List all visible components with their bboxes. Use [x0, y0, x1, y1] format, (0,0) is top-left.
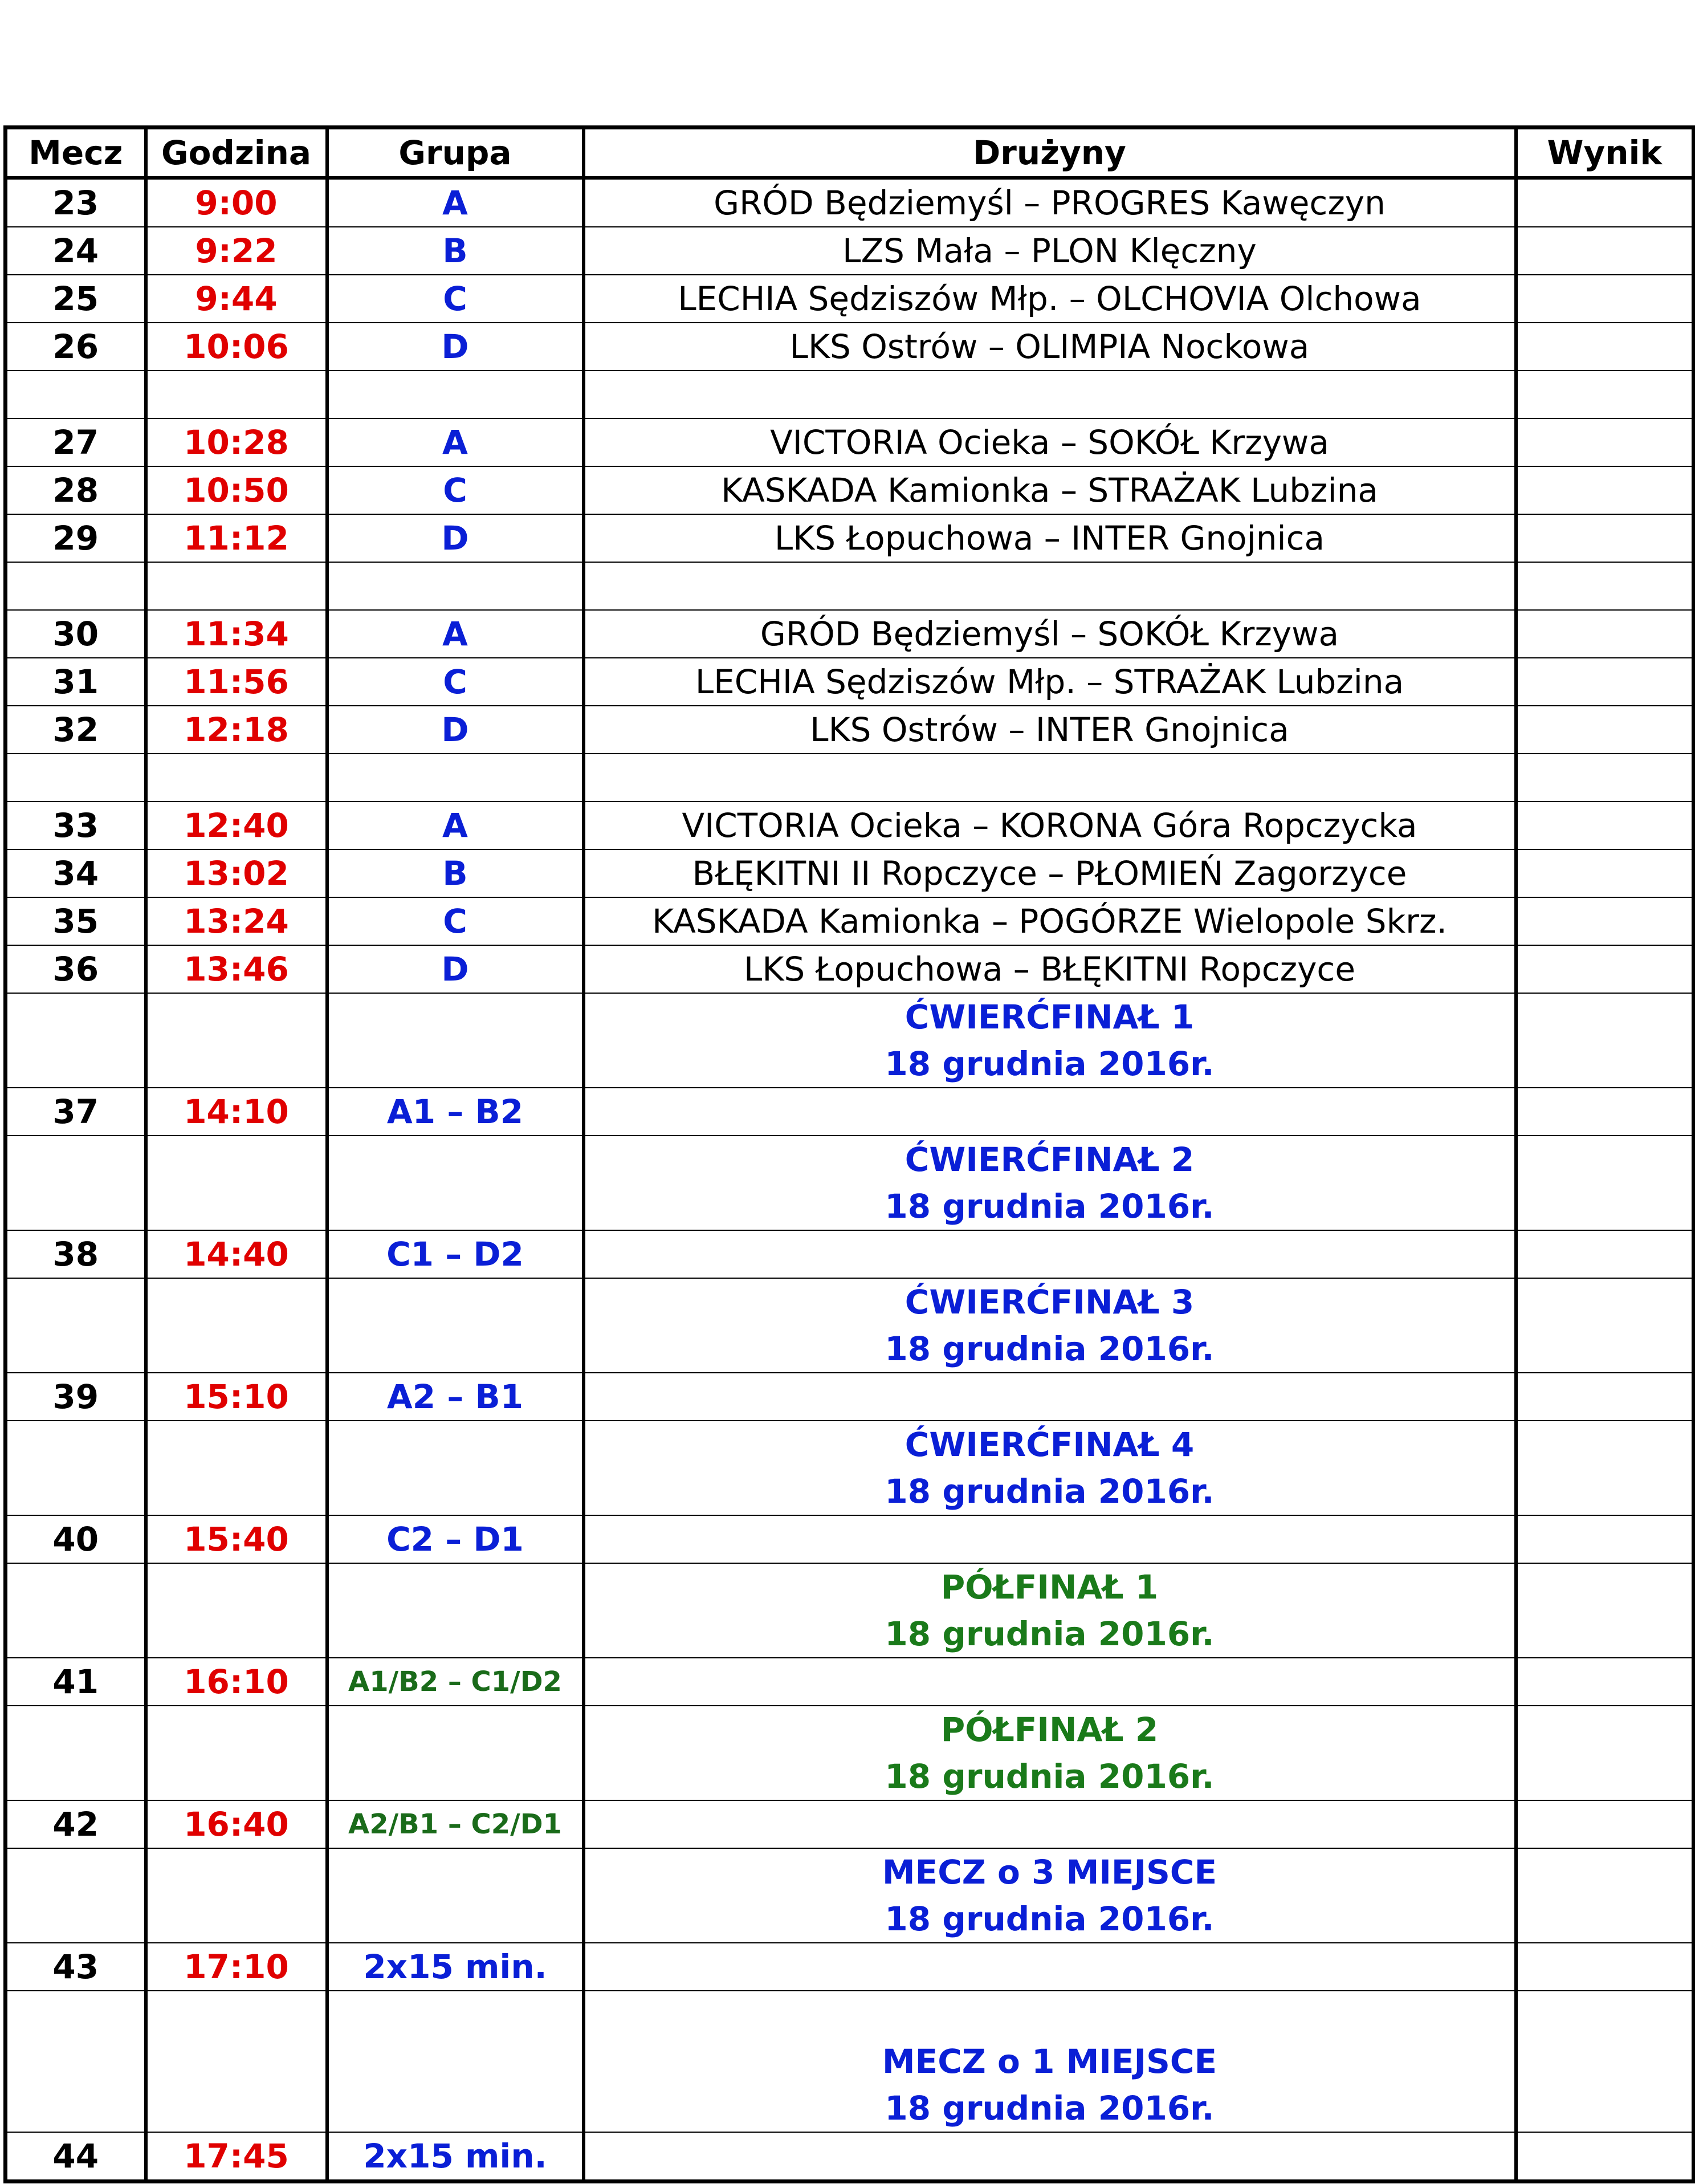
match-time [146, 562, 327, 610]
empty-cell [327, 1563, 584, 1658]
empty-cell [1516, 1136, 1694, 1230]
match-group: A2/B1 – C2/D1 [327, 1800, 584, 1848]
match-teams: LKS Ostrów – OLIMPIA Nockowa [584, 323, 1516, 371]
match-group: C2 – D1 [327, 1515, 584, 1563]
match-result [1516, 1230, 1694, 1278]
match-group: C [327, 275, 584, 323]
empty-cell [6, 1848, 146, 1943]
match-result [1516, 227, 1694, 275]
table-row [6, 1515, 1694, 1563]
match-teams: LKS Łopuchowa – INTER Gnojnica [584, 514, 1516, 562]
stage-header-row [6, 1278, 1694, 1373]
match-teams: GRÓD Będziemyśl – SOKÓŁ Krzywa [584, 610, 1516, 658]
match-time: 12:40 [146, 802, 327, 849]
match-time: 16:10 [146, 1658, 327, 1706]
empty-cell [146, 1563, 327, 1658]
table-row [6, 706, 1694, 754]
table-row [6, 1088, 1694, 1136]
stage-title: ĆWIERĆFINAŁ 3 [904, 1283, 1195, 1321]
match-group: 2x15 min. [327, 1943, 584, 1991]
stage-title-cell [584, 1278, 1516, 1373]
match-group: B [327, 227, 584, 275]
stage-date: 18 grudnia 2016r. [885, 1614, 1215, 1653]
match-teams: LKS Łopuchowa – BŁĘKITNI Ropczyce [584, 945, 1516, 993]
match-result [1516, 418, 1694, 466]
match-time: 9:00 [146, 178, 327, 227]
match-result [1516, 466, 1694, 514]
match-number: 29 [6, 514, 146, 562]
match-teams: VICTORIA Ocieka – SOKÓŁ Krzywa [584, 418, 1516, 466]
empty-cell [6, 1421, 146, 1515]
empty-cell [146, 1421, 327, 1515]
match-group: A1/B2 – C1/D2 [327, 1658, 584, 1706]
schedule-body [6, 178, 1694, 2182]
empty-cell [1516, 1706, 1694, 1800]
header-result: Wynik [1516, 128, 1694, 178]
match-teams [584, 2132, 1516, 2182]
match-time: 9:22 [146, 227, 327, 275]
match-teams: VICTORIA Ocieka – KORONA Góra Ropczycka [584, 802, 1516, 849]
match-number: 41 [6, 1658, 146, 1706]
header-match: Mecz [6, 128, 146, 178]
match-teams [584, 1515, 1516, 1563]
match-group: D [327, 514, 584, 562]
match-teams [584, 754, 1516, 802]
table-row [6, 1373, 1694, 1421]
empty-cell [327, 1421, 584, 1515]
match-teams [584, 1088, 1516, 1136]
stage-date: 18 grudnia 2016r. [885, 1187, 1215, 1226]
match-result [1516, 2132, 1694, 2182]
empty-cell [327, 993, 584, 1088]
match-result [1516, 371, 1694, 418]
match-group: C [327, 466, 584, 514]
empty-cell [327, 1136, 584, 1230]
match-number: 23 [6, 178, 146, 227]
match-teams: LKS Ostrów – INTER Gnojnica [584, 706, 1516, 754]
table-row [6, 1800, 1694, 1848]
match-time: 13:46 [146, 945, 327, 993]
match-teams [584, 1373, 1516, 1421]
stage-date: 18 grudnia 2016r. [885, 1900, 1215, 1938]
stage-header-row [6, 1848, 1694, 1943]
match-number [6, 562, 146, 610]
stage-date: 18 grudnia 2016r. [885, 1757, 1215, 1796]
stage-title-cell [584, 1848, 1516, 1943]
match-time: 14:10 [146, 1088, 327, 1136]
match-time: 13:02 [146, 849, 327, 897]
match-group: C1 – D2 [327, 1230, 584, 1278]
match-result [1516, 706, 1694, 754]
table-row [6, 227, 1694, 275]
match-number: 32 [6, 706, 146, 754]
match-group: D [327, 323, 584, 371]
match-time: 17:45 [146, 2132, 327, 2182]
table-row [6, 1230, 1694, 1278]
match-time: 10:06 [146, 323, 327, 371]
empty-cell [327, 1278, 584, 1373]
empty-cell [146, 1278, 327, 1373]
match-teams [584, 1230, 1516, 1278]
empty-cell [1516, 1563, 1694, 1658]
empty-cell [146, 1991, 327, 2132]
empty-cell [327, 1706, 584, 1800]
empty-cell [1516, 1278, 1694, 1373]
match-group: A [327, 802, 584, 849]
empty-cell [1516, 1848, 1694, 1943]
match-result [1516, 802, 1694, 849]
empty-cell [6, 1136, 146, 1230]
match-number [6, 371, 146, 418]
match-time [146, 371, 327, 418]
match-group: B [327, 849, 584, 897]
match-number: 39 [6, 1373, 146, 1421]
match-result [1516, 754, 1694, 802]
match-result [1516, 897, 1694, 945]
match-teams [584, 1943, 1516, 1991]
match-number: 40 [6, 1515, 146, 1563]
match-number: 30 [6, 610, 146, 658]
match-teams: LECHIA Sędziszów Młp. – OLCHOVIA Olchowa [584, 275, 1516, 323]
stage-title: PÓŁFINAŁ 1 [940, 1568, 1159, 1607]
table-row [6, 323, 1694, 371]
match-group: A2 – B1 [327, 1373, 584, 1421]
stage-title-cell [584, 993, 1516, 1088]
match-teams: LZS Mała – PLON Klęczny [584, 227, 1516, 275]
stage-title: MECZ o 1 MIEJSCE [882, 2042, 1217, 2081]
match-number: 33 [6, 802, 146, 849]
stage-title: ĆWIERĆFINAŁ 1 [904, 998, 1195, 1036]
stage-title: MECZ o 3 MIEJSCE [882, 1853, 1217, 1892]
match-teams: KASKADA Kamionka – POGÓRZE Wielopole Skrz. [584, 897, 1516, 945]
stage-header-row [6, 1136, 1694, 1230]
stage-title-cell [584, 1563, 1516, 1658]
table-row [6, 418, 1694, 466]
match-time [146, 754, 327, 802]
match-number: 44 [6, 2132, 146, 2182]
match-time: 15:40 [146, 1515, 327, 1563]
match-number: 25 [6, 275, 146, 323]
match-result [1516, 1373, 1694, 1421]
match-number: 42 [6, 1800, 146, 1848]
table-row [6, 658, 1694, 706]
empty-cell [146, 1706, 327, 1800]
empty-cell [1516, 1991, 1694, 2132]
match-group: A [327, 610, 584, 658]
match-number: 24 [6, 227, 146, 275]
match-teams [584, 1800, 1516, 1848]
stage-title-cell [584, 1706, 1516, 1800]
table-row [6, 514, 1694, 562]
table-row [6, 178, 1694, 227]
match-teams [584, 1658, 1516, 1706]
match-number: 43 [6, 1943, 146, 1991]
empty-cell [146, 1848, 327, 1943]
match-number: 37 [6, 1088, 146, 1136]
match-result [1516, 323, 1694, 371]
stage-header-row [6, 1706, 1694, 1800]
match-time: 13:24 [146, 897, 327, 945]
match-number: 34 [6, 849, 146, 897]
match-group [327, 371, 584, 418]
match-result [1516, 562, 1694, 610]
stage-header-row [6, 1421, 1694, 1515]
empty-cell [146, 1136, 327, 1230]
match-group: D [327, 945, 584, 993]
match-result [1516, 658, 1694, 706]
match-result [1516, 178, 1694, 227]
match-time: 16:40 [146, 1800, 327, 1848]
match-result [1516, 514, 1694, 562]
match-number: 28 [6, 466, 146, 514]
match-teams [584, 562, 1516, 610]
match-result [1516, 275, 1694, 323]
header-teams: Drużyny [584, 128, 1516, 178]
empty-cell [327, 1848, 584, 1943]
match-number: 36 [6, 945, 146, 993]
table-row [6, 1658, 1694, 1706]
table-row [6, 897, 1694, 945]
match-number: 35 [6, 897, 146, 945]
match-group: 2x15 min. [327, 2132, 584, 2182]
match-group: C [327, 897, 584, 945]
match-group: A [327, 418, 584, 466]
match-result [1516, 610, 1694, 658]
table-row [6, 466, 1694, 514]
match-result [1516, 945, 1694, 993]
stage-title-cell [584, 1421, 1516, 1515]
table-row [6, 849, 1694, 897]
match-result [1516, 1515, 1694, 1563]
match-result [1516, 1800, 1694, 1848]
stage-date: 18 grudnia 2016r. [885, 2089, 1215, 2128]
match-time: 10:50 [146, 466, 327, 514]
match-time: 15:10 [146, 1373, 327, 1421]
table-row [6, 610, 1694, 658]
stage-title: ĆWIERĆFINAŁ 2 [904, 1140, 1195, 1179]
match-group: A [327, 178, 584, 227]
match-time: 10:28 [146, 418, 327, 466]
match-group: A1 – B2 [327, 1088, 584, 1136]
stage-title: ĆWIERĆFINAŁ 4 [904, 1425, 1195, 1464]
table-row [6, 945, 1694, 993]
match-group [327, 562, 584, 610]
stage-title-cell [584, 1991, 1516, 2132]
stage-title: PÓŁFINAŁ 2 [940, 1710, 1159, 1749]
header-group: Grupa [327, 128, 584, 178]
match-result [1516, 849, 1694, 897]
stage-date: 18 grudnia 2016r. [885, 1472, 1215, 1511]
stage-header-row [6, 1991, 1694, 2132]
empty-cell [1516, 1421, 1694, 1515]
match-group: D [327, 706, 584, 754]
match-teams: LECHIA Sędziszów Młp. – STRAŻAK Lubzina [584, 658, 1516, 706]
match-number: 31 [6, 658, 146, 706]
header-row [6, 128, 1694, 178]
stage-date: 18 grudnia 2016r. [885, 1329, 1215, 1368]
spacer-row [6, 371, 1694, 418]
stage-header-row [6, 993, 1694, 1088]
match-time: 11:56 [146, 658, 327, 706]
stage-date: 18 grudnia 2016r. [885, 1044, 1215, 1083]
match-teams: BŁĘKITNI II Ropczyce – PŁOMIEŃ Zagorzyce [584, 849, 1516, 897]
spacer-row [6, 754, 1694, 802]
spacer-row [6, 562, 1694, 610]
empty-cell [146, 993, 327, 1088]
match-result [1516, 1658, 1694, 1706]
match-result [1516, 1943, 1694, 1991]
table-row [6, 2132, 1694, 2182]
empty-cell [1516, 993, 1694, 1088]
match-teams: GRÓD Będziemyśl – PROGRES Kawęczyn [584, 178, 1516, 227]
table-row [6, 275, 1694, 323]
match-result [1516, 1088, 1694, 1136]
table-row [6, 1943, 1694, 1991]
empty-cell [6, 993, 146, 1088]
match-time: 12:18 [146, 706, 327, 754]
stage-header-row [6, 1563, 1694, 1658]
match-teams: KASKADA Kamionka – STRAŻAK Lubzina [584, 466, 1516, 514]
match-time: 11:34 [146, 610, 327, 658]
stage-title-cell [584, 1136, 1516, 1230]
match-group [327, 754, 584, 802]
empty-cell [327, 1991, 584, 2132]
match-number [6, 754, 146, 802]
empty-cell [6, 1706, 146, 1800]
header-time: Godzina [146, 128, 327, 178]
match-time: 17:10 [146, 1943, 327, 1991]
match-group: C [327, 658, 584, 706]
table-row [6, 802, 1694, 849]
match-number: 38 [6, 1230, 146, 1278]
match-number: 26 [6, 323, 146, 371]
empty-cell [6, 1563, 146, 1658]
match-time: 14:40 [146, 1230, 327, 1278]
empty-cell [6, 1278, 146, 1373]
match-teams [584, 371, 1516, 418]
match-time: 9:44 [146, 275, 327, 323]
match-schedule-table [3, 125, 1695, 2183]
match-time: 11:12 [146, 514, 327, 562]
empty-cell [6, 1991, 146, 2132]
match-number: 27 [6, 418, 146, 466]
